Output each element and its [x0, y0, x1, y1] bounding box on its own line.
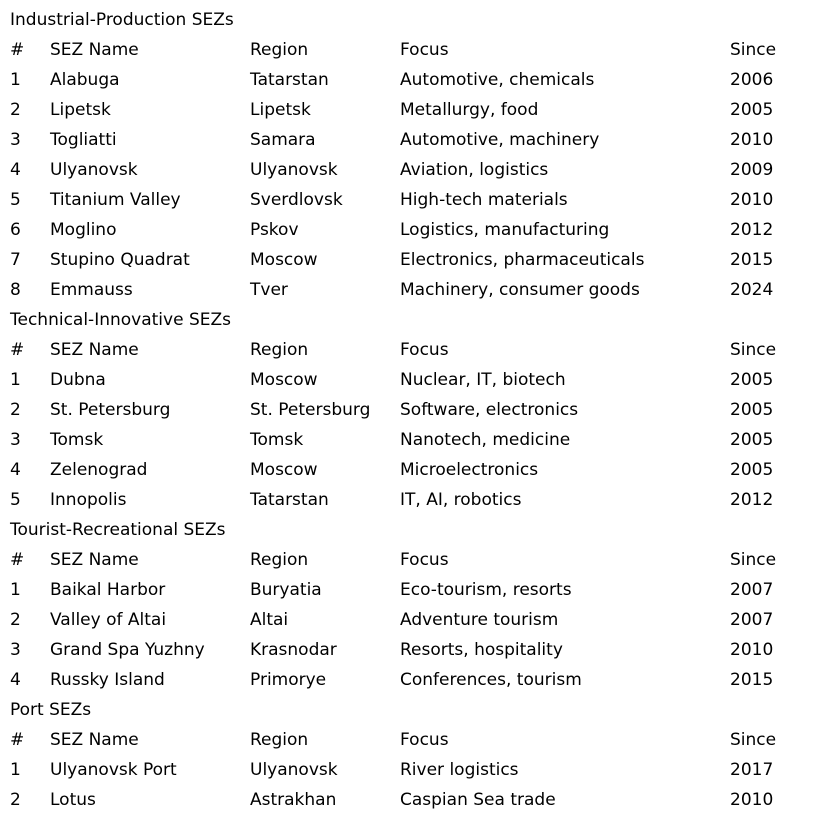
col-since-cell: 2012: [730, 220, 774, 240]
sez-section: [0, 5, 820, 305]
col-region-cell: St. Petersburg: [250, 400, 371, 420]
col-since-cell: 2005: [730, 400, 774, 420]
col-sez-name-cell: Emmauss: [50, 280, 133, 300]
col-focus-cell: Caspian Sea trade: [400, 790, 556, 810]
col-region-cell: Moscow: [250, 370, 318, 390]
col-number-cell: 4: [10, 160, 21, 180]
sez-document: [0, 5, 820, 815]
col-number-cell: 2: [10, 100, 21, 120]
table-row: [0, 125, 820, 155]
col-region-cell: Pskov: [250, 220, 299, 240]
section-title-text: Technical-Innovative SEZs: [10, 310, 231, 330]
col-since-cell: 2009: [730, 160, 774, 180]
table-row: [0, 575, 820, 605]
col-region-cell: Primorye: [250, 670, 327, 690]
col-region-cell: Tver: [250, 280, 288, 300]
col-focus-cell: Adventure tourism: [400, 610, 559, 630]
col-sez-name-cell: Moglino: [50, 220, 117, 240]
col-sez-name-header: SEZ Name: [50, 340, 139, 360]
sez-section: [0, 515, 820, 695]
col-focus-cell: IT, AI, robotics: [400, 490, 522, 510]
col-focus-header: Focus: [400, 40, 449, 60]
table-header-row: [0, 35, 820, 65]
col-region-cell: Moscow: [250, 460, 318, 480]
table-row: [0, 155, 820, 185]
col-since-cell: 2007: [730, 610, 774, 630]
col-number-cell: 4: [10, 670, 21, 690]
col-region-cell: Tatarstan: [250, 70, 329, 90]
col-focus-cell: Automotive, machinery: [400, 130, 600, 150]
col-region-cell: Astrakhan: [250, 790, 337, 810]
col-region-cell: Lipetsk: [250, 100, 311, 120]
col-since-cell: 2007: [730, 580, 774, 600]
col-number-cell: 2: [10, 610, 21, 630]
col-sez-name-cell: Ulyanovsk Port: [50, 760, 177, 780]
table-row: [0, 65, 820, 95]
col-focus-cell: Electronics, pharmaceuticals: [400, 250, 645, 270]
col-sez-name-cell: Innopolis: [50, 490, 127, 510]
col-sez-name-cell: St. Petersburg: [50, 400, 171, 420]
col-focus-cell: Aviation, logistics: [400, 160, 549, 180]
col-number-header: #: [10, 730, 25, 750]
table-row: [0, 215, 820, 245]
section-title: [0, 305, 820, 335]
table-row: [0, 755, 820, 785]
col-sez-name-cell: Russky Island: [50, 670, 165, 690]
col-focus-cell: Software, electronics: [400, 400, 579, 420]
col-sez-name-cell: Stupino Quadrat: [50, 250, 190, 270]
col-sez-name-cell: Tomsk: [50, 430, 104, 450]
table-row: [0, 635, 820, 665]
col-since-header: Since: [730, 730, 777, 750]
col-focus-cell: Nuclear, IT, biotech: [400, 370, 566, 390]
col-focus-cell: Resorts, hospitality: [400, 640, 563, 660]
col-sez-name-cell: Lipetsk: [50, 100, 111, 120]
col-region-cell: Samara: [250, 130, 316, 150]
sez-section: [0, 695, 820, 815]
col-sez-name-cell: Ulyanovsk: [50, 160, 138, 180]
col-focus-cell: River logistics: [400, 760, 519, 780]
col-focus-cell: Machinery, consumer goods: [400, 280, 640, 300]
col-sez-name-cell: Dubna: [50, 370, 106, 390]
col-region-cell: Tomsk: [250, 430, 304, 450]
col-since-cell: 2005: [730, 100, 774, 120]
table-row: [0, 365, 820, 395]
col-number-cell: 5: [10, 490, 21, 510]
col-number-cell: 2: [10, 400, 21, 420]
col-since-cell: 2010: [730, 190, 774, 210]
section-title-text: Port SEZs: [10, 700, 92, 720]
col-since-cell: 2010: [730, 640, 774, 660]
col-number-cell: 6: [10, 220, 21, 240]
col-number-cell: 3: [10, 430, 21, 450]
col-sez-name-cell: Grand Spa Yuzhny: [50, 640, 205, 660]
col-since-header: Since: [730, 40, 777, 60]
col-focus-cell: High-tech materials: [400, 190, 568, 210]
col-region-cell: Tatarstan: [250, 490, 329, 510]
col-number-cell: 5: [10, 190, 21, 210]
col-since-cell: 2005: [730, 460, 774, 480]
table-row: [0, 95, 820, 125]
col-number-cell: 7: [10, 250, 21, 270]
col-focus-cell: Metallurgy, food: [400, 100, 539, 120]
col-since-cell: 2010: [730, 130, 774, 150]
col-number-header: #: [10, 340, 25, 360]
col-number-cell: 2: [10, 790, 21, 810]
col-number-cell: 1: [10, 370, 21, 390]
col-region-cell: Moscow: [250, 250, 318, 270]
col-focus-header: Focus: [400, 550, 449, 570]
col-sez-name-cell: Zelenograd: [50, 460, 148, 480]
section-title: [0, 695, 820, 725]
col-region-header: Region: [250, 730, 309, 750]
col-since-header: Since: [730, 550, 777, 570]
table-header-row: [0, 335, 820, 365]
section-title-text: Tourist-Recreational SEZs: [10, 520, 226, 540]
table-row: [0, 785, 820, 815]
section-title: [0, 5, 820, 35]
col-sez-name-header: SEZ Name: [50, 550, 139, 570]
col-focus-header: Focus: [400, 730, 449, 750]
table-row: [0, 395, 820, 425]
table-row: [0, 185, 820, 215]
col-sez-name-cell: Togliatti: [50, 130, 117, 150]
col-number-header: #: [10, 40, 25, 60]
col-number-cell: 3: [10, 130, 21, 150]
col-region-header: Region: [250, 550, 309, 570]
table-row: [0, 605, 820, 635]
col-focus-cell: Nanotech, medicine: [400, 430, 571, 450]
col-sez-name-cell: Baikal Harbor: [50, 580, 166, 600]
col-region-cell: Buryatia: [250, 580, 322, 600]
col-since-header: Since: [730, 340, 777, 360]
col-sez-name-cell: Titanium Valley: [50, 190, 181, 210]
col-number-cell: 1: [10, 760, 21, 780]
col-sez-name-cell: Alabuga: [50, 70, 120, 90]
table-header-row: [0, 725, 820, 755]
col-sez-name-cell: Valley of Altai: [50, 610, 167, 630]
col-since-cell: 2010: [730, 790, 774, 810]
col-number-cell: 1: [10, 580, 21, 600]
col-sez-name-cell: Lotus: [50, 790, 96, 810]
col-region-cell: Altai: [250, 610, 289, 630]
col-focus-cell: Eco-tourism, resorts: [400, 580, 572, 600]
col-number-header: #: [10, 550, 25, 570]
col-region-cell: Sverdlovsk: [250, 190, 343, 210]
sez-section: [0, 305, 820, 515]
col-region-cell: Krasnodar: [250, 640, 337, 660]
table-row: [0, 245, 820, 275]
col-region-header: Region: [250, 340, 309, 360]
col-focus-cell: Microelectronics: [400, 460, 539, 480]
col-since-cell: 2005: [730, 430, 774, 450]
table-row: [0, 455, 820, 485]
col-sez-name-header: SEZ Name: [50, 40, 139, 60]
col-since-cell: 2015: [730, 250, 774, 270]
col-since-cell: 2006: [730, 70, 774, 90]
col-since-cell: 2005: [730, 370, 774, 390]
table-row: [0, 275, 820, 305]
col-focus-header: Focus: [400, 340, 449, 360]
col-focus-cell: Conferences, tourism: [400, 670, 582, 690]
section-title-text: Industrial-Production SEZs: [10, 10, 234, 30]
col-since-cell: 2017: [730, 760, 774, 780]
col-number-cell: 4: [10, 460, 21, 480]
col-region-header: Region: [250, 40, 309, 60]
col-region-cell: Ulyanovsk: [250, 760, 338, 780]
col-number-cell: 8: [10, 280, 21, 300]
col-focus-cell: Logistics, manufacturing: [400, 220, 610, 240]
col-region-cell: Ulyanovsk: [250, 160, 338, 180]
table-header-row: [0, 545, 820, 575]
col-number-cell: 3: [10, 640, 21, 660]
col-focus-cell: Automotive, chemicals: [400, 70, 595, 90]
col-since-cell: 2024: [730, 280, 774, 300]
col-since-cell: 2012: [730, 490, 774, 510]
table-row: [0, 425, 820, 455]
table-row: [0, 665, 820, 695]
col-number-cell: 1: [10, 70, 21, 90]
section-title: [0, 515, 820, 545]
table-row: [0, 485, 820, 515]
col-sez-name-header: SEZ Name: [50, 730, 139, 750]
col-since-cell: 2015: [730, 670, 774, 690]
